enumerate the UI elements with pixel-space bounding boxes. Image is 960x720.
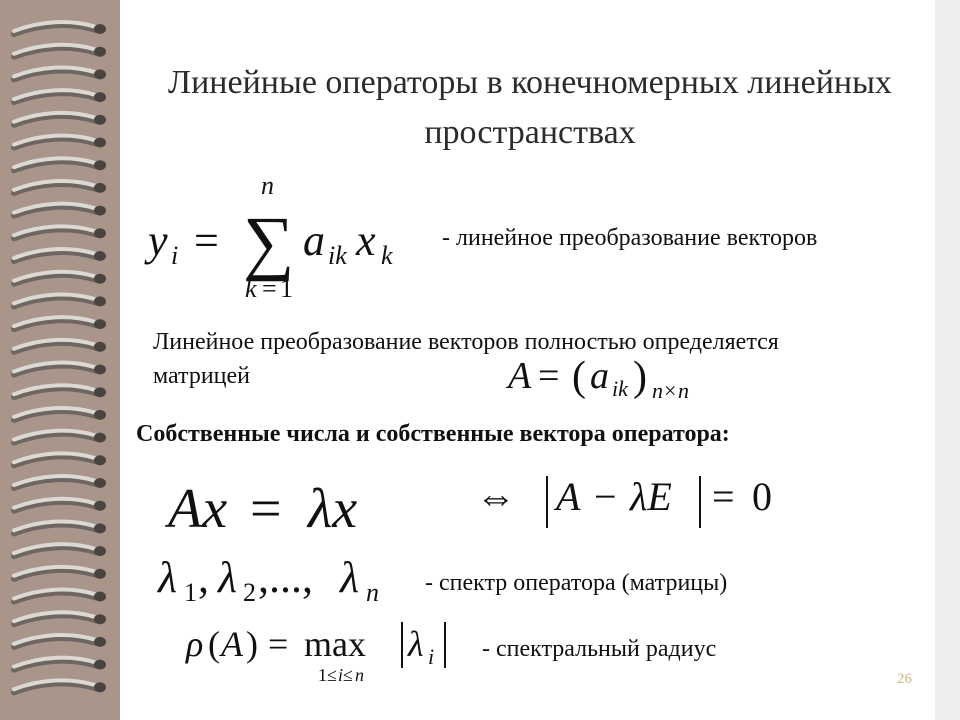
svg-text:=: = bbox=[268, 624, 289, 664]
svg-text:1: 1 bbox=[280, 274, 293, 303]
svg-text:): ) bbox=[246, 624, 258, 664]
svg-text:=: = bbox=[538, 355, 560, 397]
eigen-heading: Собственные числа и собственные вектора оператора: bbox=[136, 421, 730, 447]
svg-text:A: A bbox=[556, 474, 581, 519]
svg-text:max: max bbox=[304, 624, 366, 664]
svg-text:i: i bbox=[428, 644, 435, 669]
svg-text:,...,: ,..., bbox=[258, 553, 313, 602]
svg-text:≤: ≤ bbox=[343, 665, 353, 685]
svg-text:A: A bbox=[221, 624, 243, 664]
slide-title: Линейные операторы в конечномерных линейных пространствах bbox=[168, 64, 892, 151]
svg-text:): ) bbox=[633, 354, 647, 400]
svg-text:=: = bbox=[712, 474, 735, 519]
svg-text:a: a bbox=[303, 216, 325, 265]
svg-text:∑: ∑ bbox=[243, 202, 295, 282]
svg-text:=: = bbox=[194, 216, 219, 265]
svg-text:λE: λE bbox=[630, 474, 672, 519]
svg-text:n: n bbox=[678, 378, 689, 403]
matrix-statement: Линейное преобразование векторов полностью определяется матрицей bbox=[153, 329, 779, 389]
svg-text:Ax: Ax bbox=[168, 478, 228, 540]
svg-text:n: n bbox=[355, 665, 364, 685]
svg-text:=: = bbox=[250, 478, 282, 540]
svg-text:λ: λ bbox=[340, 553, 360, 602]
svg-text:1≤: 1≤ bbox=[318, 665, 337, 685]
svg-text:n: n bbox=[261, 171, 274, 200]
svg-text:⇔: ⇔ bbox=[476, 474, 516, 519]
svg-text:λ: λ bbox=[158, 553, 178, 602]
svg-text:i: i bbox=[171, 241, 179, 270]
svg-text:λ: λ bbox=[408, 624, 424, 664]
svg-text:2: 2 bbox=[243, 578, 256, 607]
svg-text:n: n bbox=[366, 578, 379, 607]
radius-description: - спектральный радиус bbox=[482, 636, 717, 662]
svg-text:x: x bbox=[356, 216, 376, 265]
svg-text:ρ: ρ bbox=[186, 624, 204, 664]
svg-text:k: k bbox=[245, 274, 257, 303]
svg-text:×: × bbox=[664, 378, 677, 403]
svg-text:a: a bbox=[590, 355, 609, 397]
svg-text:−: − bbox=[594, 474, 617, 519]
svg-text:,: , bbox=[198, 553, 209, 602]
svg-text:ik: ik bbox=[612, 376, 628, 401]
spectrum-description: - спектр оператора (матрицы) bbox=[425, 570, 728, 596]
page-number: 26 bbox=[897, 671, 912, 687]
svg-text:y: y bbox=[148, 216, 168, 265]
linear-transform-description: - линейное преобразование векторов bbox=[442, 225, 818, 251]
svg-text:(: ( bbox=[572, 354, 586, 400]
svg-text:λx: λx bbox=[308, 478, 358, 540]
svg-text:n: n bbox=[652, 378, 663, 403]
svg-text:k: k bbox=[381, 241, 393, 270]
svg-text:ik: ik bbox=[328, 241, 347, 270]
svg-text:(: ( bbox=[208, 624, 220, 664]
svg-text:0: 0 bbox=[752, 474, 772, 519]
svg-text:i: i bbox=[338, 665, 344, 685]
svg-text:λ: λ bbox=[218, 553, 238, 602]
svg-text:=: = bbox=[262, 274, 277, 303]
svg-text:A: A bbox=[508, 355, 532, 397]
svg-text:1: 1 bbox=[184, 578, 197, 607]
